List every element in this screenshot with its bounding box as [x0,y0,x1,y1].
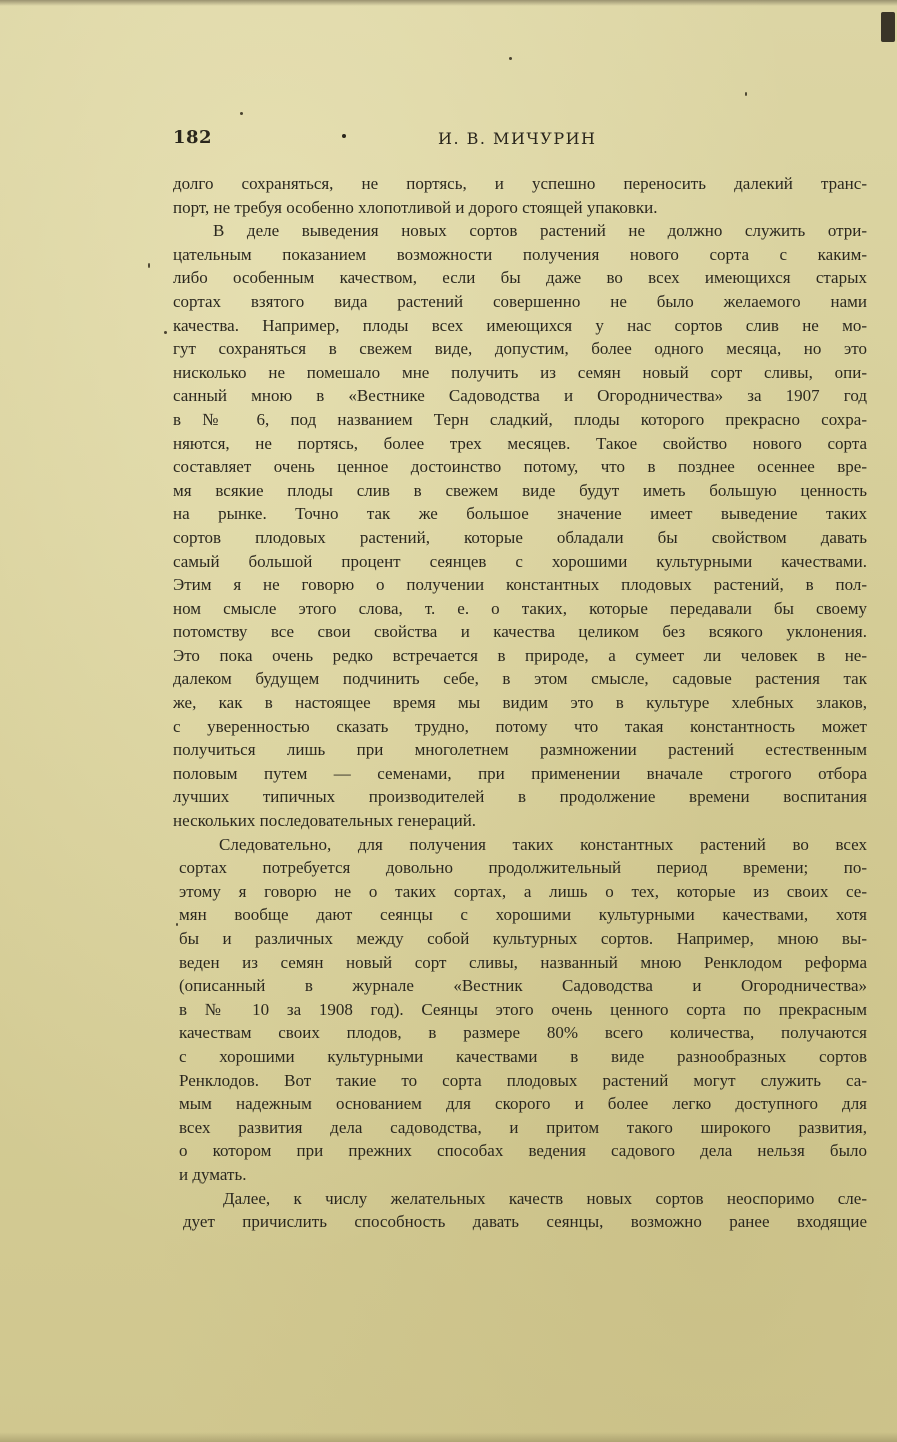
text-line: сортах взятого вида растений совершенно не было желаемого нами [173,291,867,311]
running-title: И. В. МИЧУРИН [438,129,597,148]
text-line: же, как в настоящее время мы видим это в культуре хлебных злаков, [173,693,867,713]
paper-speck [509,57,512,60]
text-line: в № 10 за 1908 год). Сеянцы этого очень ценного сорта по прекрасным [179,999,867,1019]
text-line: гут сохраняться в свежем виде, допустим, более одного месяца, но это [173,339,867,359]
text-line: бы и различных между собой культурных сортов. Например, мною вы- [179,929,867,948]
text-line: веден из семян новый сорт сливы, названный мною Ренклодом реформа [179,952,867,972]
text-line: в № 6, под названием Терн сладкий, плоды которого прекрасно сохра- [173,409,867,429]
text-line: мым надежным основанием для скорого и более легко доступного для [179,1094,867,1114]
text-line: няются, не портясь, более трех месяцев. Такое свойство нового сорта [173,433,867,453]
text-line: самый большой процент сеянцев с хорошими культурными качествами. [173,551,867,571]
text-line: Этим я не говорю о получении константных плодовых растений, в пол- [173,575,867,595]
paper-speck [745,92,747,96]
text-line: на рынке. Точно так же большое значение имеет выведение таких [173,504,867,524]
text-line: мян вообще дают сеянцы с хорошими культурными качествами, хотя [179,905,867,925]
paper-speck [148,263,150,268]
text-line: сортов плодовых растений, которые обладали бы свойством давать [173,527,867,547]
scan-corner-mark [881,12,895,42]
page-header [170,127,870,153]
text-line: Ренклодов. Вот такие то сорта плодовых растений могут служить са- [179,1070,867,1090]
page-number: 182 [173,127,213,148]
text-line: либо особенным качеством, если бы даже во всех имеющихся старых [173,268,867,288]
text-line: сортах потребуется довольно продолжительный период времени; по- [179,858,867,878]
text-line: нескольких последовательных генераций. [173,811,477,831]
text-line: нисколько не помешало мне получить из семян новый сорт сливы, опи- [173,362,867,382]
text-line: составляет очень ценное достоинство потому, что в позднее осеннее вре- [173,457,867,477]
text-line: получиться лишь при многолетнем размножении растений естественным [173,740,867,760]
page-bottom-edge-shadow [0,1432,897,1442]
paper-speck [164,331,167,334]
page-top-edge-shadow [0,0,897,6]
paragraph [173,172,867,219]
text-line: В деле выведения новых сортов растений не должно служить отри- [213,221,867,241]
text-line: с хорошими культурными качествами в виде разнообразных сортов [179,1046,867,1066]
text-line: о котором при прежних способах ведения садового дела нельзя было [179,1141,867,1161]
text-line: Это пока очень редко встречается в природе, а сумеет ли человек в не- [173,645,867,665]
text-line: с уверенностью сказать трудно, потому что такая константность может [173,716,867,736]
text-line: всех развития дела садоводства, и притом такого широкого развития, [179,1117,867,1137]
text-line: этому я говорю не о таких сортах, а лишь о тех, которые из своих се- [179,881,867,901]
text-line: дует причислить способность давать сеянцы, возможно ранее входящие [183,1212,867,1232]
paragraph [173,1187,867,1234]
text-line: ном смысле этого слова, т. е. о таких, которые передавали бы своему [173,598,867,618]
header-dot [342,134,346,138]
text-line: цательным показанием возможности получения нового сорта с каким- [173,244,867,264]
text-line: половым путем — семенами, при применении вначале строгого отбора [173,763,867,783]
text-line: порт, не требуя особенно хлопотливой и дорого стоящей упаковки. [173,197,658,217]
text-line: и думать. [179,1164,247,1184]
text-line: мя всякие плоды слив в свежем виде будут иметь большую ценность [173,480,867,500]
text-line: лучших типичных производителей в продолжение времени воспитания [173,787,867,807]
text-line: санный мною в «Вестнике Садоводства и Огородничества» за 1907 год [173,386,867,406]
body-text [173,172,867,1234]
text-line: далеком будущем подчинить себе, в этом смысле, садовые растения так [173,669,867,689]
text-line: качества. Например, плоды всех имеющихся у нас сортов слив не мо- [173,315,867,335]
paper-speck [240,112,243,115]
text-line: Далее, к числу желательных качеств новых сортов неоспоримо сле- [223,1188,867,1208]
text-line: качествам своих плодов, в размере 80% всего количества, получаются [179,1023,867,1043]
paragraph [173,833,867,1187]
text-line: Следовательно, для получения таких константных растений во всех [219,834,867,854]
text-line: долго сохраняться, не портясь, и успешно переносить далекий транс- [173,174,867,193]
text-line: (описанный в журнале «Вестник Садоводства и Огородничества» [179,976,867,996]
paragraph [173,219,867,832]
text-line: потомству все свои свойства и качества целиком без всякого уклонения. [173,622,867,642]
